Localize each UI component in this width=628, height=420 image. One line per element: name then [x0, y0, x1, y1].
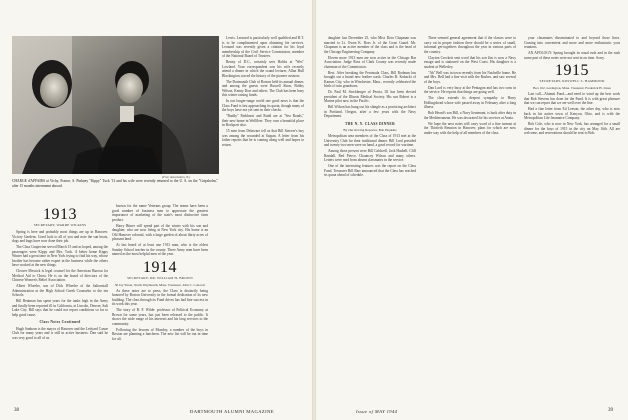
- news-paragraph: Lewis. Leonard is particularly well qualified and B.T. is to be complimented upon obtaining his services. Leonard was recently given a citation for his loyal membership of the Civil Service Commission, member of the National Board of Trustees.: [222, 36, 304, 58]
- news-paragraph: Bill Wilson has hung out his shingle as a practicing architect in Portland, Oregon, after a few years with the Navy Department.: [324, 105, 416, 118]
- news-paragraph: In our longer-range world one good news is that the Class Fund is fast approaching its quota, though many of the boys have not yet sent in their checks.: [222, 99, 304, 112]
- news-paragraph: Among those present were Bill Caldwell, Jack Haskell, Cliff Randall, Red Pierce, Chauncey Wilson and many others. Letters were read from absent classmates in the service.: [324, 149, 416, 163]
- news-paragraph: Dan Lord is very busy at the Pentagon and has two sons in the service. He reports that things are going well.: [424, 85, 516, 94]
- class-secretary: SECRETARY, WARDE WILKINS: [33, 223, 87, 227]
- class-year-heading: [12, 206, 108, 227]
- news-paragraph: Harry Bitner will spend part of the winter with his son and daughter, who are now living at New York city. His home is an Old Hanover colonial, with a large garden of about thirty acres of pleasant land.: [112, 223, 208, 241]
- left-column-2: [112, 204, 208, 404]
- news-paragraph: At last heard of at least one 1913 man, who is the oldest Sunday School teacher in the county. Three Army men have been named as the most helpful men of the year.: [112, 243, 208, 256]
- news-paragraph: Hugh Sanborn is the mayor of Hanover and the Ledyard Canoe Club for many years and is still in active business. Dan said he was very good to all of us.: [12, 326, 108, 340]
- left-column-3: [222, 36, 304, 404]
- news-paragraph: "Ab" Bell was in town recently from his Nashville home. He and Mrs. Bell had a fine visit with the Rushes, and saw several of the boys.: [424, 70, 516, 84]
- page-number-left: 38: [14, 408, 19, 413]
- news-paragraph: Benny of D.C., certainly sees Hobbs at "Wes" Lowland. Your correspondent saw his wife recently attend a dinner in which the sound lecturer, Allan Hull Blackington, traced the history of the pioneer aviators.: [222, 60, 304, 78]
- news-paragraph: your classmates disseminated to and beyond these lines. Coming into convenient and more and more enthusiastic your reunions.: [524, 36, 620, 49]
- news-paragraph: daughter last December 25, who Miss Dora Chapman was married to Lt. Owen K. Ross Jr. of the Coast Guard. Mr. Chapman is an active member of the class and is the head of the Chicago Engineering Company.: [324, 36, 416, 54]
- news-paragraph: Following the lessons of Monday, a number of the boys in Boston are planning a luncheon. The new list will be out in time for all.: [112, 327, 208, 341]
- news-paragraph: Albert Wheeler, son of Dick Wheeler of the Saltonstall Administration at the High School Greek Counselor to the ten Schools.: [12, 284, 108, 298]
- right-column-1: [324, 36, 416, 404]
- section-heading: Class Notes Continued: [39, 320, 81, 325]
- page-number-right: 39: [608, 408, 613, 413]
- section-byline: By Our Roving Reporter, Bob Hopkins: [343, 128, 397, 132]
- left-page: [0, 0, 312, 420]
- news-paragraph: Cleaver Messick is legal counsel for the American Bureau for Medical Aid to China. He is on the board of directors of the Chinese Women's Relief Association.: [12, 269, 108, 283]
- photograph: [12, 36, 219, 174]
- class-year-heading: [112, 259, 208, 280]
- news-paragraph: Bob Heard's son Bill, a Navy lieutenant, is back after duty in the Mediterranean. He was decorated for his services at Anzio.: [424, 111, 516, 120]
- class-secretary: SECRETARY, ROSWELL S. HAMMOND: [539, 79, 605, 83]
- right-column-2: [424, 36, 516, 404]
- news-paragraph: Eleven more 1913 men are now active in the Chicago Bar Association. Judge Ross of Clark County was recently made chairman of the Commission.: [324, 55, 416, 69]
- right-page: [316, 0, 628, 420]
- news-paragraph: Had a fine letter from Ed Leeson, the other day, who is now back in his native town of Kenyon, Ohio, and is with the Metropolitan Life Insurance Company.: [524, 107, 620, 121]
- issue-date-footer: Issue of MAY 1944: [356, 409, 398, 414]
- news-paragraph: Last call—Alumni Fund—and need to wind up the best work that Bob Stevens has done for the Fund. It is with great pleasure that we can report that we are well over the line.: [524, 92, 620, 106]
- class-year: 1915: [555, 62, 589, 79]
- news-paragraph: There seemed general agreement that if the classes were to carry on in proper fashion there should be a series of small, informal get-togethers throughout the year in various parts of the country.: [424, 36, 516, 54]
- news-paragraph: One of the interesting features was the report on the Class Fund. Treasurer Bill Barr announced that the Class has reached its quota ahead of schedule.: [324, 164, 416, 178]
- news-paragraph: "Buddy" Parkhurst and Rudd are at "Sea Roads," their new home in Wellfleet. They own a beautiful place in Rockport also.: [222, 114, 304, 127]
- news-paragraph: Spring is here and probably most things are up in Hanover. Victory Gardens. Good luck to all of you and note the sun boats, dogs and bugs have now done their job.: [12, 230, 108, 244]
- class-address: 30 Jay Street, North Weymouth, Mass. Treasurer, John C. Conover: [114, 282, 206, 287]
- news-paragraph: Bob Cole, who is now in New York, has arranged for a small dinner for the boys of 1915 in the city on May 16th. All are welcome, and reservations should be sent to Bob.: [524, 122, 620, 136]
- news-paragraph: The story of B. F. Wilde: professor of Political Economy at Brown for some years, has just been released to the public. It shows the wide range of his interests and his long services to the community.: [112, 308, 208, 326]
- news-paragraph: The class extends its deepest sympathy to Harry Hollingshead whose wife passed away in February after a long illness.: [424, 96, 516, 109]
- news-paragraph: We hope the next notes will carry word of a fine turnout at the Thirtieth Reunion in Hanover, plans for which are now under way with the help of all members of the class.: [424, 121, 516, 135]
- news-paragraph: As these notes are to press, the Class is distinctly being honored by Boston University in the formal dedication of its new building. The class through its Fund drives has had fine success in its work this year.: [112, 288, 208, 307]
- magazine-title-footer: DARTMOUTH ALUMNI MAGAZINE: [190, 409, 274, 414]
- class-secretary: SECRETARY, DR. WILLIAM H. BROWN: [127, 275, 193, 280]
- news-paragraph: Dr. Paul M. Stockberger of Peoria, Ill. has been elected president of the Illinois Medical Society. His son Robert is a Marine pilot now in the Pacific.: [324, 90, 416, 103]
- left-column-1: [12, 204, 108, 404]
- class-address: Box 102, Lexington, Mass. Treasurer, Frederick H. Jones: [533, 86, 611, 91]
- class-year-heading: [524, 62, 620, 83]
- section-heading: THE N. Y. CLASS DINNER: [344, 121, 396, 126]
- news-paragraph: The Dartmouth Club of Boston held its annual dinner, and among the guests were Russell Shaw, Bobby Wilson, Kenny Dorr and others. The Club has been busy this winter raising funds.: [222, 79, 304, 97]
- photo-credit: (Free Association, N.): [162, 175, 191, 179]
- news-paragraph: Clayton Crockett sent word that his son Jim is now a Navy ensign and is stationed on the West Coast. His daughter is a student at Wellesley.: [424, 55, 516, 69]
- news-paragraph: Metropolitan area members of the Class of 1913 met at the University Club for their traditional dinner. Bill Lord presided and twenty-two men were on hand, a good record for wartime.: [324, 134, 416, 148]
- class-year: 1913: [43, 206, 77, 223]
- photo-image: [12, 36, 219, 174]
- news-paragraph: 15 men from Delaware tell us that Bill Steever's boy was among the wounded at Saipan. A letter from his father reports that he is coming along well and hopes to return.: [222, 129, 304, 147]
- news-paragraph: Bill Beatman has spent years for the tanks high in the Army and finally been reported ill in California, at Lincoln, Denver, Salt Lake City. Bill says that he could not report conditions so far to help good cause.: [12, 299, 108, 317]
- right-column-3: [524, 36, 620, 404]
- news-paragraph: AN APOLOGY: Spring brought its usual rush and in the rush some part of these notes were not sent in on time. Sorry.: [524, 51, 620, 60]
- news-paragraph: Rest. After breaking the Peninsula Class, Bill Rodman has brought out a brand new leather wash. Charles R. Kubacki of Kansas City, who in Winchester, Mass., recently celebrated the birth of twin grandsons.: [324, 70, 416, 88]
- news-paragraph: The Class Grapevine served March 15 and as hoped, among the passengers were Kippy and Mrs. Tuck. A better home Kippy Winter had a great time in New York trying to find his way, whose brother has become rather expert in the business while the others have worked at the new things.: [12, 245, 108, 268]
- class-year: 1914: [143, 258, 177, 276]
- photo-caption: CHARGE d'AFFAIRS at Vichy, France, S. Pinkney "Kippy" Tuck '13 and his wife were recently returned to the U. S. on the "Gripsholm," after 15 months internment abroad.: [12, 179, 218, 188]
- news-paragraph: known for the name Veterans group. The teams have been a good number of business men to appreciate the greatest importance of marketing of the state's most distinctive farm product.: [112, 204, 208, 222]
